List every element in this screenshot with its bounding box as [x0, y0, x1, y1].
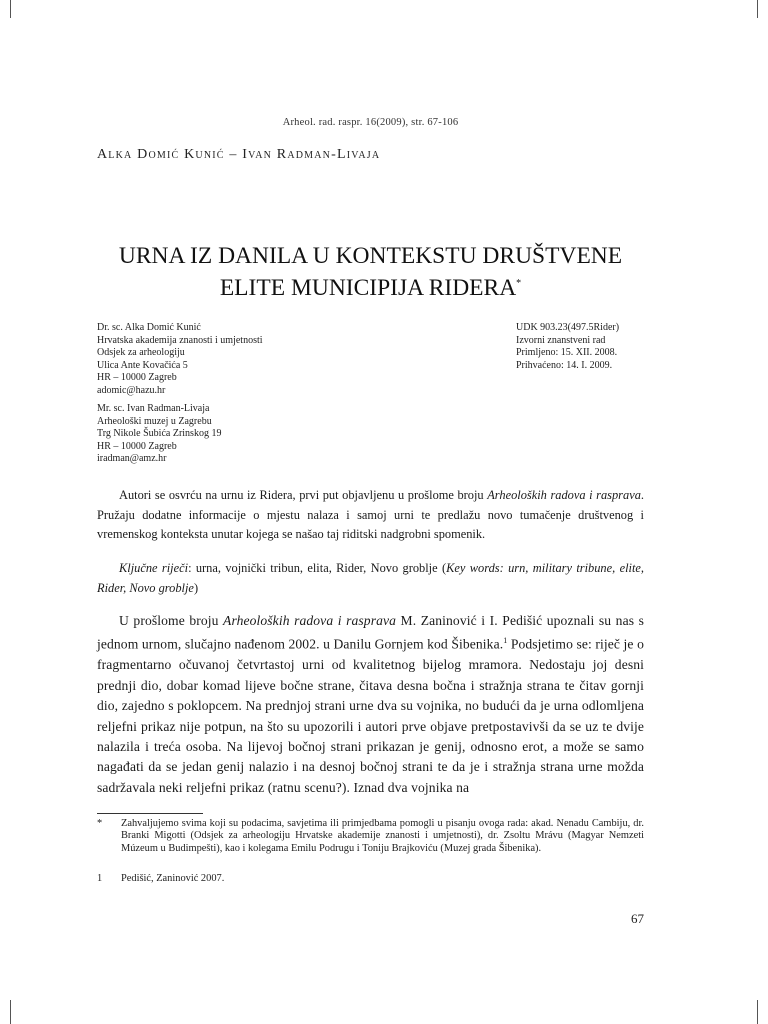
abstract-text-1: Autori se osvrću na urnu iz Ridera, prvi put objavljenu u prošlome broju [119, 488, 488, 502]
author-1-department: Odsjek za arheologiju [97, 347, 185, 358]
paper-page [97, 0, 644, 1024]
accepted-date: Prihvaćeno: 14. I. 2009. [516, 359, 613, 371]
abstract [97, 486, 644, 545]
crop-mark-top-left [10, 0, 11, 18]
author-2-institution: Arheološki muzej u Zagrebu [97, 415, 212, 427]
journal-reference: Arheol. rad. raspr. 16(2009), str. 67-106 [282, 117, 459, 128]
footnote-1 [97, 873, 644, 885]
footnote-text: Zahvaljujemo svima koji su podacima, savjetima ili primjedbama pomogli u pisanju ovoga rada: akad. Nenadu Cambiju, dr. Branki Migotti (Odsjek za arheologiju Hrvatske akademije znanosti i umjetnosti), dr. Zsoltu Mrávu (Magyar Nemzeti Múzeum u Budimpešti), kao i kolegama Emilu Podrugu i Toniju Brajkoviću (Muzej grada Šibenika). [121, 818, 644, 854]
body-rest: Podsjetimo se: riječ je o fragmentarno očuvanoj četvrtastoj urni od kvalitetnog bijelog mramora. Nedostaju joj desni prednji dio, dobar komad lijeve bočne strane, čitava desna bočna i stražnja strana te čitav gornji dio, zajedno s poklopcem. Na prednjoj strani urne dva su vojnika, no budući da je urna odlomljena reljefni prikaz nije potpun, na što su upozorili i autori prve objave pretpostavivši da se uz te dvije nalazila i treća osoba. Na lijevoj bočnoj strani prikazan je genij, odnosno erot, a može se samo nagađati da se jedan genij nalazio i na desnoj bočnoj strani te da je i stražnja strana urne možda sadržavala neki reljefni prikaz (ratnu scenu?). Iznad dva vojnika na [97, 636, 644, 795]
crop-mark-bottom-right [757, 1000, 758, 1024]
author-1-name: Dr. sc. Alka Domić Kunić [97, 322, 201, 333]
page-number: 67 [631, 911, 644, 926]
footnote-acknowledgement [97, 818, 644, 855]
author-1-email: adomic@hazu.hr [97, 384, 166, 396]
footnote-mark: * [97, 818, 103, 829]
keywords-text: : urna, vojnički tribun, elita, Rider, Novo groblje ( [188, 561, 447, 575]
keywords-english: Key words: urn, military tribune, elite, Rider, Novo groblje [97, 561, 645, 595]
body-text: M. Zaninović i I. Pedišić upoznali su nas s jednom urnom, slučajno nađenom 2002. u Danilu Gornjem kod Šibenika. [97, 613, 645, 652]
title-line-2 [97, 270, 644, 302]
body-intro: U prošlome broju [119, 613, 224, 628]
footnote-ref-1: 1 [503, 636, 508, 646]
received-date: Primljeno: 15. XII. 2008. [516, 347, 618, 358]
paper-type: Izvorni znanstveni rad [516, 334, 606, 346]
author-1-institution: Hrvatska akademija znanosti i umjetnosti [97, 334, 263, 346]
author-1-street: Ulica Ante Kovačića 5 [97, 359, 188, 371]
author-2-affiliation [97, 403, 221, 466]
author-1-city: HR – 10000 Zagreb [97, 372, 177, 383]
abstract-text-2: . Pružaju dodatne informacije o mjestu nalaza i samoj urni te predlažu novo tumačenje društvenog i vremenskog konteksta unutar kojega se našao taj riditski nadgrobni spomenik. [97, 488, 644, 541]
author-line: Alka Domić Kunić – Ivan Radman-Livaja [97, 147, 381, 162]
udk-code: UDK 903.23(497.5Rider) [516, 322, 620, 333]
footnote-divider [97, 813, 203, 814]
keywords-close: ) [193, 580, 199, 595]
author-2-street: Trg Nikole Šubića Zrinskog 19 [97, 428, 222, 439]
body-journal-name: Arheoloških radova i rasprava [223, 613, 397, 628]
author-2-city: HR – 10000 Zagreb [97, 440, 177, 452]
paper-title [97, 242, 644, 302]
title-line-1: URNA IZ DANILA U KONTEKSTU DRUŠTVENE [118, 243, 623, 269]
crop-mark-bottom-left [10, 1000, 11, 1024]
author-2-name: Mr. sc. Ivan Radman-Livaja [97, 403, 210, 414]
author-1-affiliation [97, 322, 263, 397]
title-footnote-mark: * [516, 278, 522, 289]
title-line-2-text: ELITE MUNICIPIJA RIDERA [219, 274, 517, 301]
author-2-email: iradman@amz.hr [97, 453, 167, 464]
keywords [97, 559, 644, 598]
keywords-label: Ključne riječi [119, 561, 189, 575]
footnote-text: Pedišić, Zaninović 2007. [121, 873, 225, 884]
classification-block [516, 322, 619, 372]
crop-mark-top-right [757, 0, 758, 18]
body-paragraph [97, 611, 644, 798]
footnote-mark: 1 [97, 873, 103, 884]
abstract-journal-name: Arheoloških radova i rasprava [487, 488, 641, 502]
